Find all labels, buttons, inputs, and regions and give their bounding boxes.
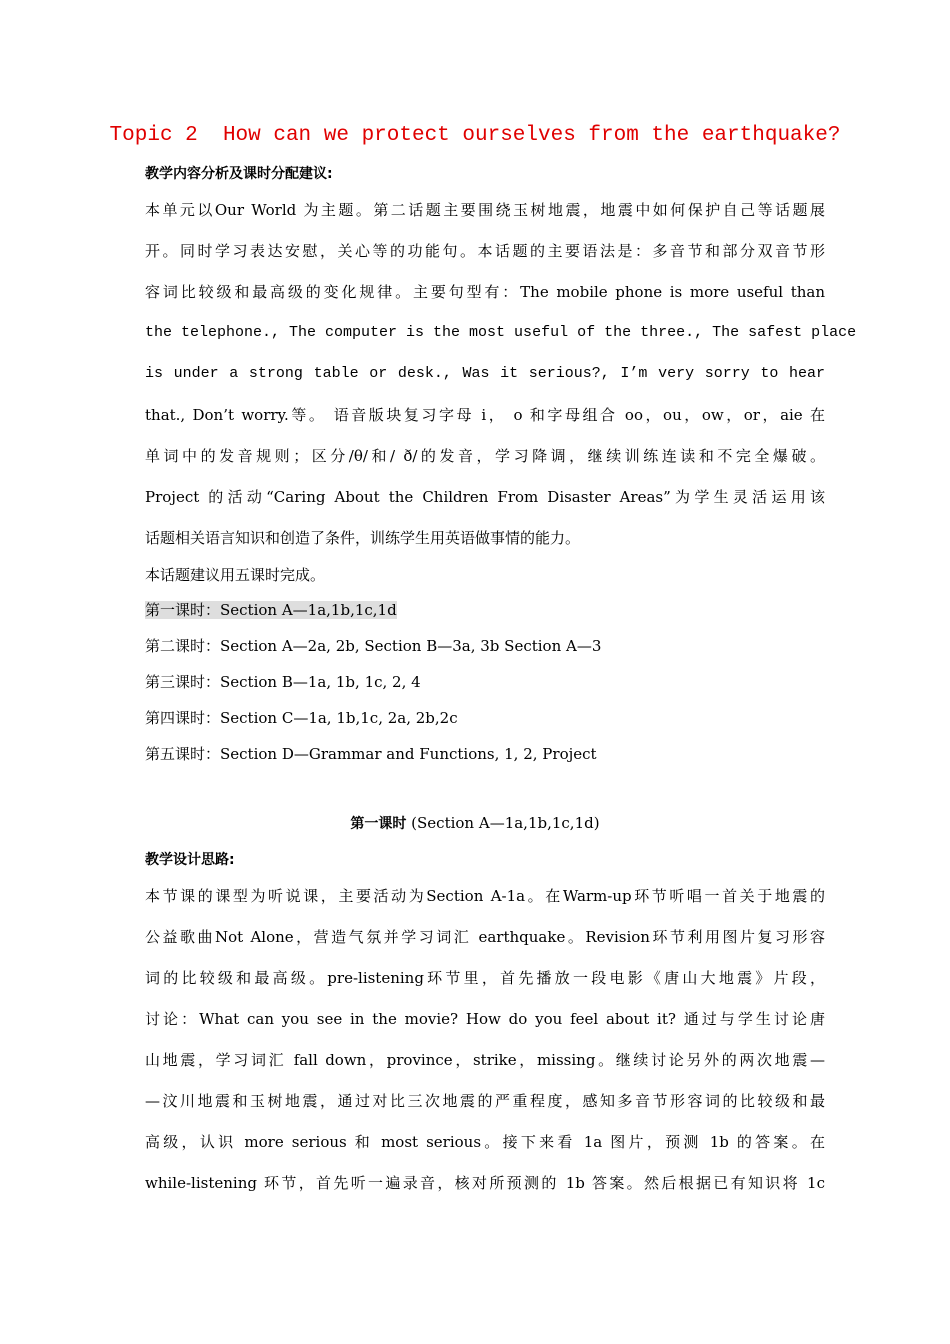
analysis-line-2: 开。同时学习表达安慰，关心等的功能句。本话题的主要语法是：多音节和部分双音节形 xyxy=(145,242,825,260)
design-line-6: —汶川地震和玉树地震，通过对比三次地震的严重程度，感知多音节形容词的比较级和最 xyxy=(145,1092,825,1110)
lesson1-heading xyxy=(0,813,950,834)
period-5: 第五课时：Section D—Grammar and Functions, 1, 2, Project xyxy=(145,745,597,763)
period-3: 第三课时：Section B—1a, 1b, 1c, 2, 4 xyxy=(145,673,421,691)
period-1 xyxy=(145,600,825,620)
period-2: 第二课时：Section A—2a, 2b, Section B—3a, 3b Section A—3 xyxy=(145,637,602,655)
lesson1-heading-bold: 第一课时 xyxy=(350,816,407,832)
analysis-line-6: that., Don’t worry.等。 语音版块复习字母 i， o 和字母组合 oo，ou，ow，or，aie 在 xyxy=(145,406,825,424)
design-line-4: 讨论：What can you see in the movie? How do you feel about it? 通过与学生讨论唐 xyxy=(145,1010,825,1028)
analysis-line-5: is under a strong table or desk., Was it serious?, I’m very sorry to hear xyxy=(145,365,825,382)
document-title: Topic 2 How can we protect ourselves from the earthquake? xyxy=(109,124,841,147)
design-heading: 教学设计思路: xyxy=(145,852,235,868)
design-line-1: 本节课的课型为听说课，主要活动为Section A-1a。在Warm-up环节听唱一首关于地震的 xyxy=(145,887,825,905)
analysis-line-8: Project 的活动“Caring About the Children From Disaster Areas”为学生灵活运用该 xyxy=(145,488,825,506)
design-line-2: 公益歌曲Not Alone，营造气氛并学习词汇 earthquake。Revision环节利用图片复习形容 xyxy=(145,928,825,946)
analysis-heading: 教学内容分析及课时分配建议: xyxy=(145,166,333,182)
design-line-7: 高级，认识 more serious 和 most serious。接下来看 1a 图片，预测 1b 的答案。在 xyxy=(145,1133,825,1151)
analysis-line-3: 容词比较级和最高级的变化规律。主要句型有：The mobile phone is more useful than xyxy=(145,283,825,301)
analysis-line-4: the telephone., The computer is the most useful of the three., The safest place xyxy=(145,324,857,341)
period-1-text: 第一课时：Section A—1a,1b,1c,1d xyxy=(145,601,397,619)
design-line-5: 山地震，学习词汇 fall down，province，strike，missing。继续讨论另外的两次地震— xyxy=(145,1051,825,1069)
period-4: 第四课时：Section C—1a, 1b,1c, 2a, 2b,2c xyxy=(145,709,458,727)
lesson1-heading-range: (Section A—1a,1b,1c,1d) xyxy=(406,814,600,832)
period-suggestion: 本话题建议用五课时完成。 xyxy=(145,566,326,584)
analysis-line-7: 单词中的发音规则；区分/θ/和/ ð/的发音，学习降调，继续训练连读和不完全爆破。 xyxy=(145,447,825,465)
analysis-line-9: 话题相关语言知识和创造了条件，训练学生用英语做事情的能力。 xyxy=(145,529,581,547)
design-line-3: 词的比较级和最高级。pre-listening环节里，首先播放一段电影《唐山大地震》片段， xyxy=(145,969,825,987)
design-line-8: while-listening 环节，首先听一遍录音，核对所预测的 1b 答案。然后根据已有知识将 1c xyxy=(145,1174,825,1192)
analysis-line-1: 本单元以Our World 为主题。第二话题主要围绕玉树地震，地震中如何保护自己等话题展 xyxy=(145,201,825,219)
